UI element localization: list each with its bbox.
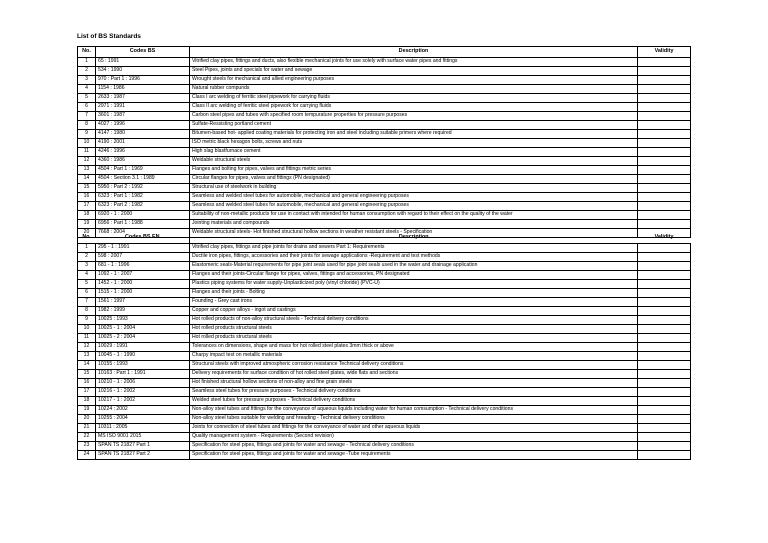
description-cell: Delivery requirements for surface condition of hot rolled steel plates, wide flats and sections bbox=[190, 370, 638, 379]
row-number: 11 bbox=[78, 334, 96, 343]
description-cell: Copper and copper alloys - ingot and castings bbox=[190, 307, 638, 316]
validity-cell bbox=[638, 343, 691, 352]
row-number: 18 bbox=[78, 397, 96, 406]
description-cell: Non-alloy steel tubes and fittings for the conveyance of aqueous liquids including water for human comsumption - Technical delivery conditions bbox=[190, 406, 638, 415]
table-row bbox=[78, 175, 691, 184]
validity-cell bbox=[638, 289, 691, 298]
table-row bbox=[78, 361, 691, 370]
row-number: 19 bbox=[78, 220, 96, 229]
page-title: List of BS Standards bbox=[77, 33, 141, 40]
row-number: 7 bbox=[78, 298, 96, 307]
validity-cell bbox=[638, 370, 691, 379]
description-cell: Ductile iron pipes, fittings, accessories and their joints for sewage applications -Requirement and test methods bbox=[190, 253, 638, 262]
description-cell: Class I arc welding of ferritic steel pipework for carrying fluids bbox=[190, 94, 638, 103]
table-row bbox=[78, 130, 691, 139]
validity-cell bbox=[638, 406, 691, 415]
table-row bbox=[78, 157, 691, 166]
code-cell: 1515 - 1 : 2000 bbox=[96, 289, 190, 298]
code-cell: 10163 : Part 1 : 1991 bbox=[96, 370, 190, 379]
table-row bbox=[78, 451, 691, 460]
code-cell: 534 : 1990 bbox=[96, 67, 190, 76]
code-cell: 4027 : 1996 bbox=[96, 121, 190, 130]
row-number: 1 bbox=[78, 244, 96, 253]
table-row bbox=[78, 166, 691, 175]
row-number: 1 bbox=[78, 58, 96, 67]
description-cell: Joints for connection of steel tubes and fittings for the conveyance of water and other aqueous liquids bbox=[190, 424, 638, 433]
validity-cell bbox=[638, 397, 691, 406]
table-row bbox=[78, 121, 691, 130]
table-row bbox=[78, 67, 691, 76]
code-cell: 5950 : Part 2 : 1992 bbox=[96, 184, 190, 193]
table-row bbox=[78, 343, 691, 352]
code-cell: 2633 : 1987 bbox=[96, 94, 190, 103]
header-validity: Validity bbox=[638, 233, 691, 244]
row-number: 5 bbox=[78, 94, 96, 103]
validity-cell bbox=[638, 67, 691, 76]
bs-en-standards-table bbox=[77, 233, 691, 460]
validity-cell bbox=[638, 193, 691, 202]
table-row bbox=[78, 415, 691, 424]
validity-cell bbox=[638, 175, 691, 184]
description-cell: Steel Pipes, joints and specials for water and sewage bbox=[190, 67, 638, 76]
row-number: 4 bbox=[78, 271, 96, 280]
validity-cell bbox=[638, 166, 691, 175]
description-cell: Hot rolled products structural steels bbox=[190, 334, 638, 343]
description-cell: Flanges and their joints - Bolting bbox=[190, 289, 638, 298]
code-cell: 6323 : Part 2 : 1982 bbox=[96, 202, 190, 211]
row-number: 12 bbox=[78, 343, 96, 352]
row-number: 20 bbox=[78, 229, 96, 238]
table-row bbox=[78, 388, 691, 397]
validity-cell bbox=[638, 442, 691, 451]
description-cell: Wrought steels for mechanical and allied engineering purposes bbox=[190, 76, 638, 85]
row-number: 24 bbox=[78, 451, 96, 460]
row-number: 10 bbox=[78, 325, 96, 334]
description-cell: Seamless and welded steel tubes for automobile, mechanical and general engineering purposes bbox=[190, 202, 638, 211]
row-number: 21 bbox=[78, 424, 96, 433]
row-number: 13 bbox=[78, 166, 96, 175]
table-row bbox=[78, 220, 691, 229]
validity-cell bbox=[638, 334, 691, 343]
code-cell: 10025 : 1993 bbox=[96, 316, 190, 325]
validity-cell bbox=[638, 379, 691, 388]
code-cell: 10224 : 2002 bbox=[96, 406, 190, 415]
code-cell: 1154 : 1986 bbox=[96, 85, 190, 94]
code-cell: 10029 : 1991 bbox=[96, 343, 190, 352]
description-cell: Welded steel tubes for pressure purposes - Technical delivery conditions bbox=[190, 397, 638, 406]
description-cell: Plastics piping systems for water supply-Unplasticized poly (vinyl chloride) (PVC-U) bbox=[190, 280, 638, 289]
code-cell: 3601 : 1987 bbox=[96, 112, 190, 121]
row-number: 14 bbox=[78, 361, 96, 370]
code-cell: 10216 - 1 : 2002 bbox=[96, 388, 190, 397]
validity-cell bbox=[638, 388, 691, 397]
header-codes: Codes BS EN bbox=[96, 233, 190, 244]
description-cell: Circular flanges for pipes, valves and fittings (PN designated) bbox=[190, 175, 638, 184]
row-number: 11 bbox=[78, 148, 96, 157]
validity-cell bbox=[638, 184, 691, 193]
description-cell: Weldable structural steels bbox=[190, 157, 638, 166]
description-cell: Seamless and welded steel tubes for automobile, mechanical and general engineering purposes bbox=[190, 193, 638, 202]
code-cell: 6920 - 1 : 2000 bbox=[96, 211, 190, 220]
header-no: No. bbox=[78, 47, 96, 58]
table-row bbox=[78, 298, 691, 307]
code-cell: 10311 : 2005 bbox=[96, 424, 190, 433]
validity-cell bbox=[638, 280, 691, 289]
table-row bbox=[78, 370, 691, 379]
description-cell: Vitrified clay pipes, fittings and ducts, also flexible mechanical joints for use solely with surface water pipes and fittings bbox=[190, 58, 638, 67]
code-cell: 1452 - 1 : 2000 bbox=[96, 280, 190, 289]
table-row bbox=[78, 433, 691, 442]
table-row bbox=[78, 103, 691, 112]
row-number: 9 bbox=[78, 130, 96, 139]
validity-cell bbox=[638, 325, 691, 334]
table-row bbox=[78, 307, 691, 316]
table-row bbox=[78, 289, 691, 298]
code-cell: 4190 : 2001 bbox=[96, 139, 190, 148]
code-cell: 6956 : Part 1 : 1988 bbox=[96, 220, 190, 229]
code-cell: 2971 : 1991 bbox=[96, 103, 190, 112]
description-cell: Vitrified clay pipes, fittings and pipe joints for drains and sewers Part 1: Requirements bbox=[190, 244, 638, 253]
table-row bbox=[78, 280, 691, 289]
code-cell: 681 - 1 : 1996 bbox=[96, 262, 190, 271]
validity-cell bbox=[638, 451, 691, 460]
row-number: 15 bbox=[78, 184, 96, 193]
table-row bbox=[78, 76, 691, 85]
row-number: 4 bbox=[78, 85, 96, 94]
validity-cell bbox=[638, 298, 691, 307]
code-cell: 1092 - 1 : 2007 bbox=[96, 271, 190, 280]
row-number: 3 bbox=[78, 76, 96, 85]
row-number: 17 bbox=[78, 202, 96, 211]
table-row bbox=[78, 442, 691, 451]
code-cell: 4504 : Section 3.1 : 1989 bbox=[96, 175, 190, 184]
validity-cell bbox=[638, 271, 691, 280]
table-row bbox=[78, 94, 691, 103]
code-cell: 4360 : 1986 bbox=[96, 157, 190, 166]
code-cell: 4147 : 1980 bbox=[96, 130, 190, 139]
table-row bbox=[78, 193, 691, 202]
validity-cell bbox=[638, 361, 691, 370]
description-cell: Founding - Grey cast irons bbox=[190, 298, 638, 307]
validity-cell bbox=[638, 253, 691, 262]
row-number: 15 bbox=[78, 370, 96, 379]
table-row bbox=[78, 352, 691, 361]
row-number: 8 bbox=[78, 307, 96, 316]
description-cell: Structural steels with improved atmospheric corrosion resistance Technical delivery conditions bbox=[190, 361, 638, 370]
validity-cell bbox=[638, 103, 691, 112]
description-cell: Hot rolled products of non-alloy structural steels - Technical delivery conditions bbox=[190, 316, 638, 325]
row-number: 12 bbox=[78, 157, 96, 166]
description-cell: Quality management system - Requirements (Second revision) bbox=[190, 433, 638, 442]
validity-cell bbox=[638, 220, 691, 229]
row-number: 2 bbox=[78, 253, 96, 262]
header-validity: Validity bbox=[638, 47, 691, 58]
description-cell: Specification for steel pipes, fittings and joints for water and sewage - Technical delivery conditions bbox=[190, 442, 638, 451]
bs-standards-table bbox=[77, 46, 691, 238]
validity-cell bbox=[638, 352, 691, 361]
table-row bbox=[78, 424, 691, 433]
table-row bbox=[78, 148, 691, 157]
row-number: 13 bbox=[78, 352, 96, 361]
code-cell: 10255 : 2004 bbox=[96, 415, 190, 424]
description-cell: Non-alloy steel tubes suitable for welding and hreading - Technical delivery conditions bbox=[190, 415, 638, 424]
description-cell: Carbon steel pipes and tubes with specified room tempurature properties for pressure purposes bbox=[190, 112, 638, 121]
validity-cell bbox=[638, 85, 691, 94]
code-cell: 1561 : 1997 bbox=[96, 298, 190, 307]
table-header-row bbox=[78, 47, 691, 58]
description-cell: Bitumen-based hot- applied coating materials for protecting iron and steel including suitable primers where required bbox=[190, 130, 638, 139]
row-number: 19 bbox=[78, 406, 96, 415]
table-row bbox=[78, 112, 691, 121]
row-number: 22 bbox=[78, 433, 96, 442]
description-cell: Hot rolled products structural steels bbox=[190, 325, 638, 334]
code-cell: 10025 - 2 : 2004 bbox=[96, 334, 190, 343]
code-cell: MS ISO 9001 2015 bbox=[96, 433, 190, 442]
description-cell: Flanges and bolting for pipes, valves and fittings metric series bbox=[190, 166, 638, 175]
code-cell: 7668 : 2004 bbox=[96, 229, 190, 238]
header-codes: Codes BS bbox=[96, 47, 190, 58]
code-cell: 10217 - 1 : 2002 bbox=[96, 397, 190, 406]
code-cell: 295 - 1 : 1991 bbox=[96, 244, 190, 253]
validity-cell bbox=[638, 130, 691, 139]
row-number: 9 bbox=[78, 316, 96, 325]
row-number: 6 bbox=[78, 103, 96, 112]
validity-cell bbox=[638, 244, 691, 253]
description-cell: Jointing materials and compounds bbox=[190, 220, 638, 229]
description-cell: ISO metric black hexagon bolts, screws and nuts bbox=[190, 139, 638, 148]
table-row bbox=[78, 184, 691, 193]
validity-cell bbox=[638, 262, 691, 271]
table-row bbox=[78, 379, 691, 388]
description-cell: Natural rubber compunds bbox=[190, 85, 638, 94]
code-cell: 10155 : 1993 bbox=[96, 361, 190, 370]
row-number: 14 bbox=[78, 175, 96, 184]
table-row bbox=[78, 253, 691, 262]
row-number: 16 bbox=[78, 193, 96, 202]
code-cell: 4504 : Part 1 : 1969 bbox=[96, 166, 190, 175]
table-row bbox=[78, 271, 691, 280]
validity-cell bbox=[638, 148, 691, 157]
table-header-row bbox=[78, 233, 691, 244]
table-row bbox=[78, 85, 691, 94]
table-row bbox=[78, 244, 691, 253]
validity-cell bbox=[638, 424, 691, 433]
code-cell: 4246 : 1996 bbox=[96, 148, 190, 157]
code-cell: 598 : 2007 bbox=[96, 253, 190, 262]
code-cell: 10210 - 1 : 2006 bbox=[96, 379, 190, 388]
row-number: 10 bbox=[78, 139, 96, 148]
validity-cell bbox=[638, 157, 691, 166]
table-row bbox=[78, 262, 691, 271]
row-number: 8 bbox=[78, 121, 96, 130]
description-cell: Seamless steel tubes for pressure purposes - Technical delivery conditions bbox=[190, 388, 638, 397]
header-no: No. bbox=[78, 233, 96, 244]
description-cell: Hot finished structural hollow sections of non-alloy and fine grain steels bbox=[190, 379, 638, 388]
row-number: 5 bbox=[78, 280, 96, 289]
table-row bbox=[78, 202, 691, 211]
code-cell: 65 : 1991 bbox=[96, 58, 190, 67]
description-cell: Suitability of non-metallic products for use in contact with intended for human consumption with regard to their effect on the quality of the water bbox=[190, 211, 638, 220]
table-row bbox=[78, 211, 691, 220]
header-description: Description bbox=[190, 47, 638, 58]
validity-cell bbox=[638, 211, 691, 220]
row-number: 2 bbox=[78, 67, 96, 76]
row-number: 16 bbox=[78, 379, 96, 388]
description-cell: Structural use of steelwork in building bbox=[190, 184, 638, 193]
row-number: 18 bbox=[78, 211, 96, 220]
code-cell: 10025 - 1 : 2004 bbox=[96, 325, 190, 334]
validity-cell bbox=[638, 139, 691, 148]
table-row bbox=[78, 316, 691, 325]
table-row bbox=[78, 397, 691, 406]
description-cell: Flanges and their joints-Circular flange for pipes, valves, fittings and accessories, PN designated bbox=[190, 271, 638, 280]
description-cell: Specification for steel pipes, fittings and joints for water and sewage -Tube requirements bbox=[190, 451, 638, 460]
table-row bbox=[78, 406, 691, 415]
row-number: 17 bbox=[78, 388, 96, 397]
description-cell: Weldable structural steels- Hot finished structural hollow sections in weather resistant steels - Specification bbox=[190, 229, 638, 238]
validity-cell bbox=[638, 112, 691, 121]
description-cell: Charpy impact test on metallic materials bbox=[190, 352, 638, 361]
row-number: 6 bbox=[78, 289, 96, 298]
validity-cell bbox=[638, 433, 691, 442]
validity-cell bbox=[638, 94, 691, 103]
description-cell: Tolerances on dimensions, shape and mass for hot rolled steel plates 3mm thick or above bbox=[190, 343, 638, 352]
code-cell: 1982 : 1999 bbox=[96, 307, 190, 316]
row-number: 23 bbox=[78, 442, 96, 451]
header-description: Description bbox=[190, 233, 638, 244]
table-row bbox=[78, 139, 691, 148]
row-number: 7 bbox=[78, 112, 96, 121]
code-cell: 10045 - 1 : 1990 bbox=[96, 352, 190, 361]
description-cell: Sulfate-Ressisting portland cement bbox=[190, 121, 638, 130]
description-cell: High slag blastfurnace cement bbox=[190, 148, 638, 157]
table-row bbox=[78, 334, 691, 343]
row-number: 3 bbox=[78, 262, 96, 271]
validity-cell bbox=[638, 58, 691, 67]
description-cell: Elastomeric seals-Material requirements for pipe joint seals used for pipe joint seals used in the water and drainage application bbox=[190, 262, 638, 271]
validity-cell bbox=[638, 307, 691, 316]
description-cell: Class II arc welding of ferritic steel pipework for carrying fluids bbox=[190, 103, 638, 112]
validity-cell bbox=[638, 415, 691, 424]
validity-cell bbox=[638, 316, 691, 325]
row-number: 20 bbox=[78, 415, 96, 424]
table-row bbox=[78, 325, 691, 334]
code-cell: 970 : Part 1 : 1996 bbox=[96, 76, 190, 85]
code-cell: 6323 : Part 1 : 1982 bbox=[96, 193, 190, 202]
validity-cell bbox=[638, 202, 691, 211]
code-cell: SPAN TS 21827 Part 1 bbox=[96, 442, 190, 451]
code-cell: SPAN TS 21827 Part 2 bbox=[96, 451, 190, 460]
table-row bbox=[78, 58, 691, 67]
validity-cell bbox=[638, 76, 691, 85]
validity-cell bbox=[638, 121, 691, 130]
